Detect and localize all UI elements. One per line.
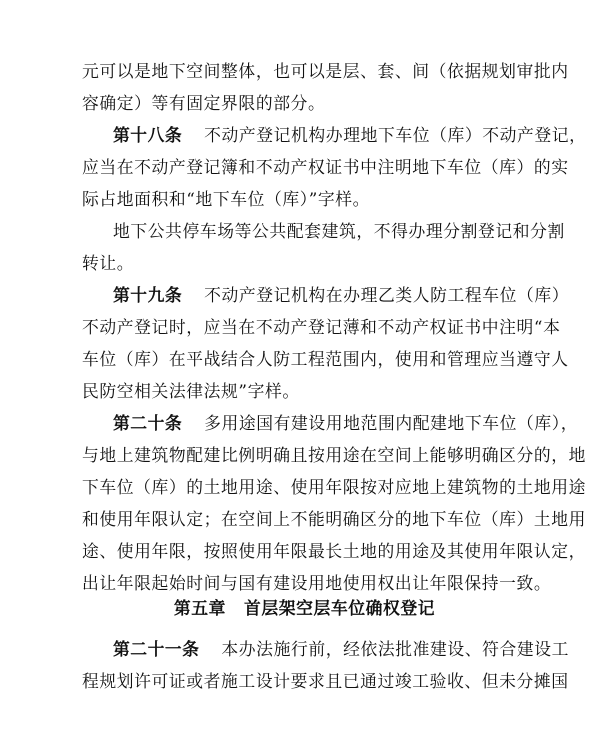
article-18-label: 第十八条 [113, 125, 183, 145]
text-line: 与地上建筑物配建比例明确且按用途在空间上能够明确区分的，地 [82, 445, 587, 465]
article-19-paragraph [113, 279, 570, 311]
article-21-label: 第二十一条 [113, 639, 200, 659]
text-line: 车位（库）在平战结合人防工程范围内，使用和管理应当遵守人 [82, 349, 569, 369]
chapter-title: 首层架空层车位确权登记 [243, 598, 436, 618]
text-line: 不动产登记机构在办理乙类人防工程车位（库） [204, 285, 570, 305]
text-line: 不动产登记机构办理地下车位（库）不动产登记， [204, 125, 587, 145]
article-20-label: 第二十条 [113, 413, 183, 433]
text-line: 不动产登记时，应当在不动产登记薄和不动产权证书中注明“本 [82, 317, 561, 337]
text-line: 出让年限起始时间与国有建设用地使用权出让年限保持一致。 [82, 573, 552, 593]
text-line: 容确定）等有固定界限的部分。 [82, 93, 326, 113]
article-21-paragraph [113, 633, 570, 665]
text-line: 转让。 [82, 253, 135, 273]
text-line: 元可以是地下空间整体，也可以是层、套、间（依据规划审批内 [82, 61, 569, 81]
text-line: 和使用年限认定；在空间上不能明确区分的地下车位（库）土地用 [82, 509, 587, 529]
text-line: 本办法施行前，经依法批准建设、符合建设工 [221, 639, 570, 659]
chapter-heading [0, 592, 609, 624]
article-19-label: 第十九条 [113, 285, 183, 305]
article-18-paragraph [113, 119, 587, 151]
text-line: 际占地面积和“地下车位（库）”字样。 [82, 189, 371, 209]
text-line: 应当在不动产登记簿和不动产权证书中注明地下车位（库）的实 [82, 157, 569, 177]
text-line: 下车位（库）的土地用途、使用年限按对应地上建筑物的土地用途 [82, 477, 587, 497]
chapter-number: 第五章 [173, 598, 226, 618]
text-line: 民防空相关法律法规”字样。 [82, 381, 300, 401]
article-20-paragraph [113, 407, 579, 439]
text-line: 途、使用年限，按照使用年限最长土地的用途及其使用年限认定， [82, 541, 587, 561]
text-line: 程规划许可证或者施工设计要求且已通过竣工验收、但未分摊国 [82, 671, 569, 691]
text-line: 地下公共停车场等公共配套建筑，不得办理分割登记和分割 [113, 221, 565, 241]
text-line: 多用途国有建设用地范围内配建地下车位（库）， [204, 413, 579, 433]
